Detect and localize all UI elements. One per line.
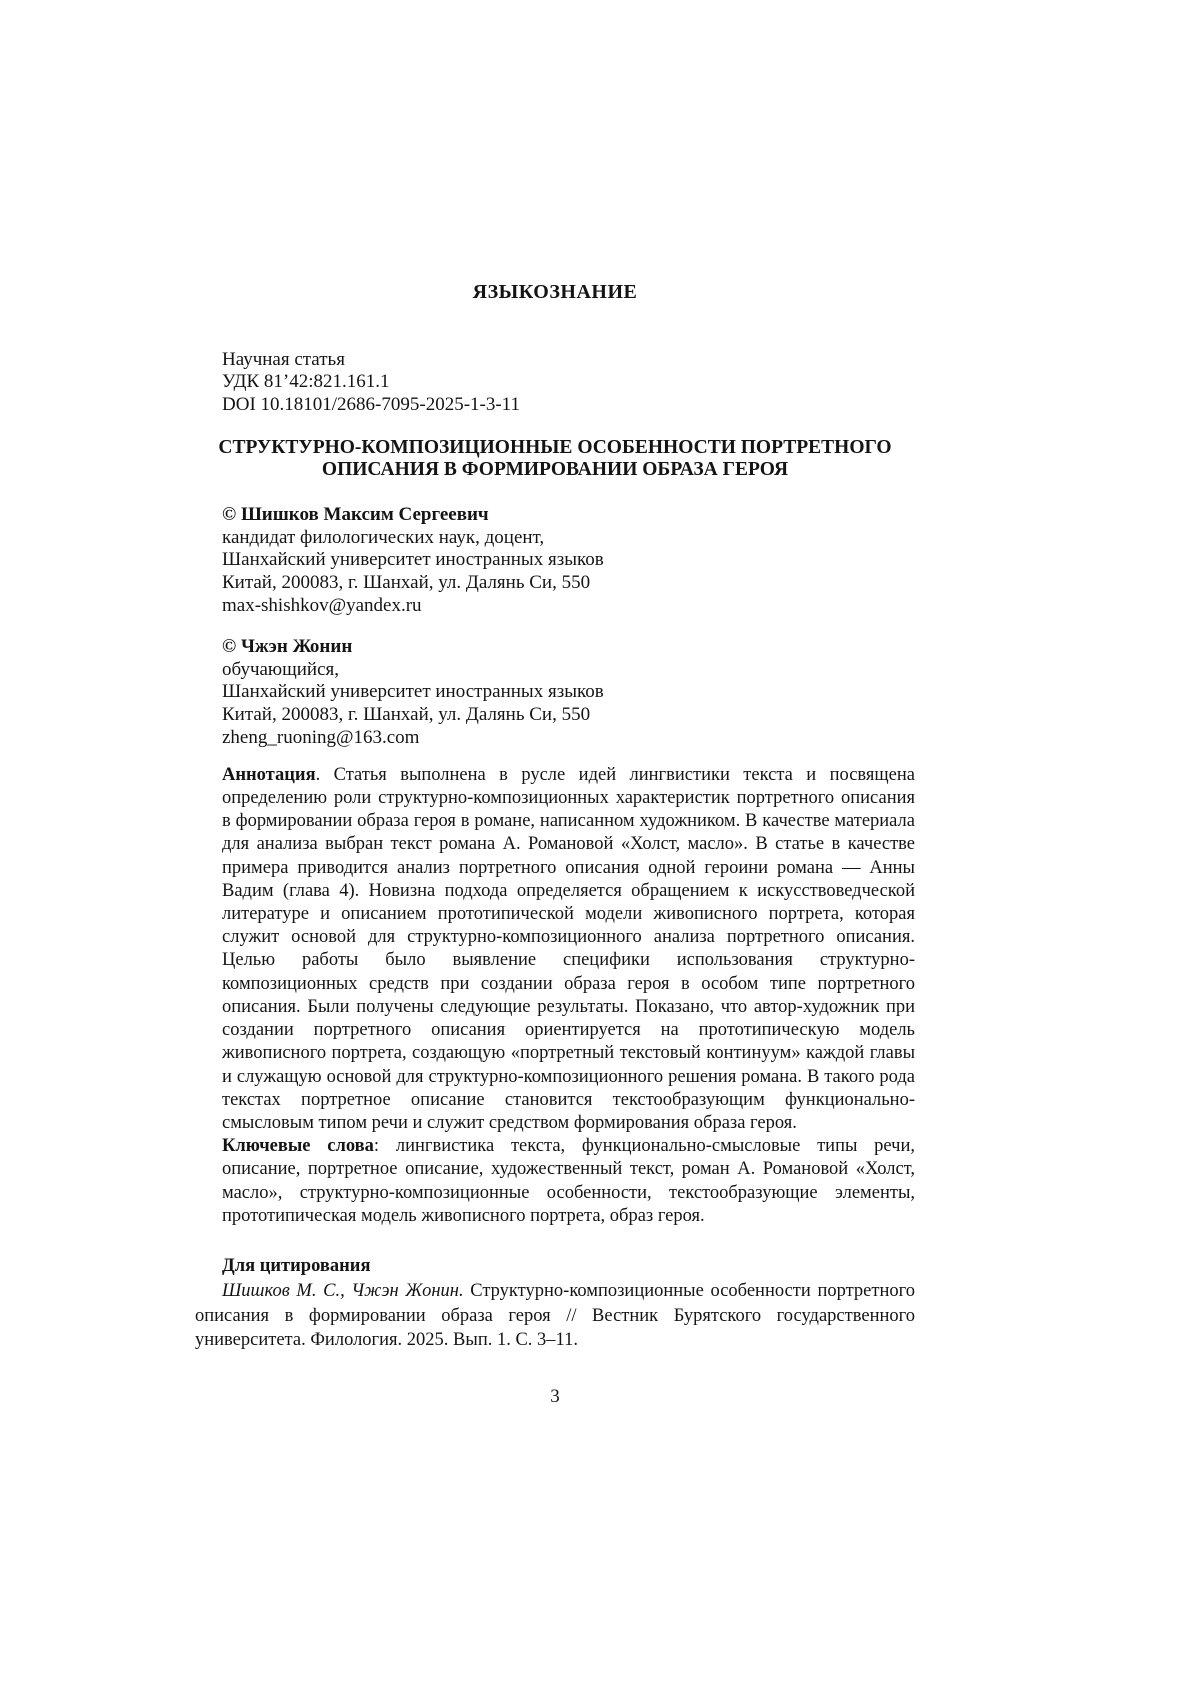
author-1-name: © Шишков Максим Сергеевич: [222, 503, 489, 525]
keywords-label: Ключевые слова: [222, 1136, 374, 1157]
author-2-address: Китай, 200083, г. Шанхай, ул. Далянь Си, 550: [222, 704, 591, 726]
citation-authors: Шишков М. С., Чжэн Жонин.: [222, 1280, 464, 1301]
author-1-address: Китай, 200083, г. Шанхай, ул. Далянь Си, 550: [222, 572, 591, 594]
article-title: [195, 437, 915, 481]
author-2-email: zheng_ruoning@163.com: [222, 727, 420, 749]
article-type: Научная статья: [222, 349, 345, 370]
citation-paragraph: [195, 1279, 915, 1353]
keywords-text: : лингвистика текста, функционально-смысловые типы речи, описание, портретное описание, художественный текст, роман А. Романовой «Холст, масло», структурно-композиционные особенности, текстообразующие элементы, прототипическая модель живописного портрета, образ героя.: [222, 1136, 916, 1226]
article-meta: [222, 349, 915, 416]
author-1-degree: кандидат филологических наук, доцент,: [222, 526, 545, 548]
citation-heading: Для цитирования: [222, 1255, 371, 1276]
author-2-degree: обучающийся,: [222, 658, 340, 680]
doi-line: DOI 10.18101/2686-7095-2025-1-3-11: [222, 393, 520, 415]
author-2-name: © Чжэн Жонин: [222, 635, 353, 657]
keywords-paragraph: [222, 1135, 915, 1228]
abstract-paragraph: [222, 764, 915, 1135]
author-block-1: [222, 504, 915, 618]
author-2-affiliation: Шанхайский университет иностранных языков: [222, 681, 604, 703]
author-block-2: [222, 636, 915, 750]
page-number: 3: [550, 1386, 560, 1407]
abstract-label: Аннотация: [222, 764, 316, 785]
article-title-line-2: ОПИСАНИЯ В ФОРМИРОВАНИИ ОБРАЗА ГЕРОЯ: [321, 458, 789, 480]
author-1-affiliation: Шанхайский университет иностранных языков: [222, 549, 604, 571]
udc-line: УДК 81’42:821.161.1: [222, 371, 390, 393]
page-content: [195, 0, 915, 1353]
section-header: ЯЗЫКОЗНАНИЕ: [472, 281, 638, 303]
citation-text: Структурно-композиционные особенности портретного описания в формировании образа героя // Вестник Бурятского государственного университета. Филология. 2025. Вып. 1. С. 3–11.: [195, 1280, 915, 1351]
abstract-text: . Статья выполнена в русле идей лингвистики текста и посвящена определению роли структурно-композиционных характеристик портретного описания в формировании образа героя в романе, написанном художником. В качестве материала для анализа выбран текст романа А. Романовой «Холст, масло». В статье в качестве примера приводится анализ портретного описания одной героини романа — Анны Вадим (глава 4). Новизна подхода определяется обращением к искусствоведческой литературе и описанием прототипической модели живописного портрета, которая служит основой для структурно-композиционного анализа портретного описания. Целью работы было выявление специфики использования структурно-композиционных средств при создании образа героя в особом типе портретного описания. Были получены следующие результаты. Показано, что автор-художник при создании портретного описания ориентируется на прототипическую модель живописного портрета, создающую «портретный текстовый континуум» каждой главы и служащую основой для структурно-композиционного решения романа. В такого рода текстах портретное описание становится текстообразующим функционально-смысловым типом речи и служит средством формирования образа героя.: [222, 764, 915, 1133]
author-1-email: max-shishkov@yandex.ru: [222, 595, 422, 617]
article-title-line-1: СТРУКТУРНО-КОМПОЗИЦИОННЫЕ ОСОБЕННОСТИ ПОРТРЕТНОГО: [218, 436, 892, 458]
